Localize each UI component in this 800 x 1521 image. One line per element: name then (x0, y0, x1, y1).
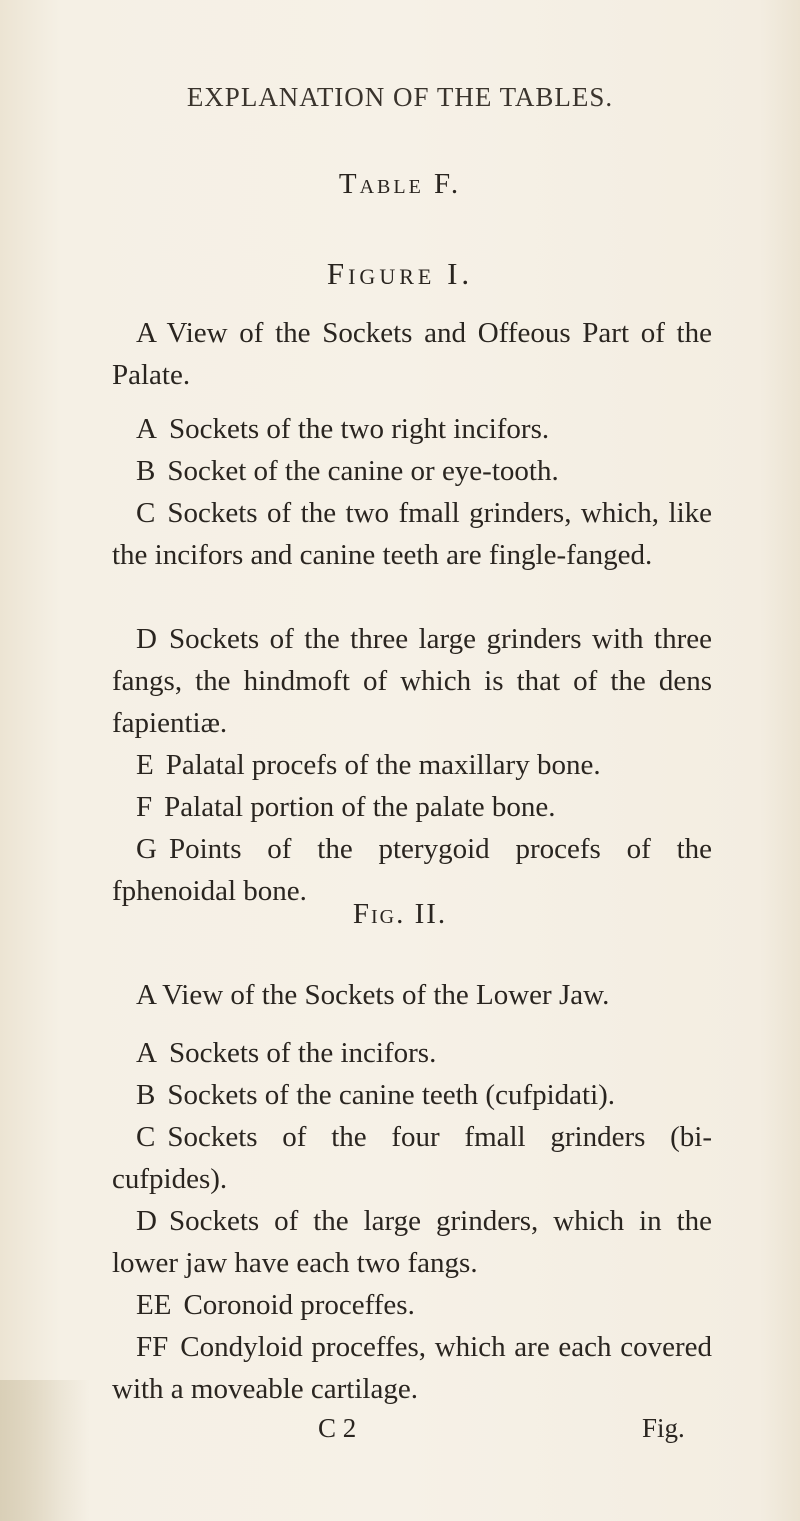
item-text: Sockets of the large grinders, which in the lower jaw have each two fangs. (112, 1205, 712, 1279)
figure-2-title: Fig. II. (352, 898, 448, 930)
item-text: Sockets of the two right incifors. (168, 413, 550, 445)
item-letter: A (136, 1037, 157, 1069)
figure-1-title: Figure I. (326, 256, 474, 291)
figure-1-item-e (112, 744, 712, 786)
figure-2-item-ee (112, 1284, 712, 1326)
item-letter: EE (136, 1289, 172, 1321)
figure-1-item-d (112, 618, 712, 744)
item-letter: B (136, 455, 156, 487)
figure-1-item-f (112, 786, 712, 828)
item-letter: E (136, 749, 154, 781)
figure-1-item-c (112, 492, 712, 576)
item-letter: G (136, 833, 157, 865)
item-letter: FF (136, 1331, 169, 1363)
figure-1-item-a (112, 408, 712, 450)
figure-2-item-ff (112, 1326, 712, 1410)
item-text: Socket of the canine or eye-tooth. (167, 455, 559, 487)
item-text: Points of the pterygoid procefs of the fphenoidal bone. (112, 833, 712, 907)
item-letter: F (136, 791, 153, 823)
figure-1-item-b (112, 450, 712, 492)
item-text: Sockets of the canine teeth (cufpidati). (167, 1079, 616, 1111)
item-letter: D (136, 623, 157, 655)
figure-1-caption: A View of the Sockets and Offeous Part of the Palate. (112, 317, 712, 391)
table-title: Table F. (338, 168, 462, 200)
item-text: Palatal portion of the palate bone. (164, 791, 556, 823)
item-text: Palatal procefs of the maxillary bone. (165, 749, 601, 781)
figure-2-caption: A View of the Sockets of the Lower Jaw. (136, 979, 610, 1011)
item-letter: C (136, 497, 156, 529)
item-letter: A (136, 413, 157, 445)
item-text: Sockets of the three large grinders with three fangs, the hindmoft of which is that of the dens fapientiæ. (112, 623, 712, 739)
item-text: Sockets of the incifors. (168, 1037, 437, 1069)
figure-2-item-a (112, 1032, 712, 1074)
signature-mark: C 2 (318, 1413, 357, 1443)
item-text: Condyloid proceffes, which are each covered with a moveable cartilage. (112, 1331, 712, 1405)
item-text: Sockets of the two fmall grinders, which, like the incifors and canine teeth are fingle-fanged. (112, 497, 712, 571)
running-header: EXPLANATION OF THE TABLES. (186, 82, 614, 112)
figure-2-item-b (112, 1074, 712, 1116)
figure-2-item-d (112, 1200, 712, 1284)
item-letter: D (136, 1205, 157, 1237)
catchword: Fig. (642, 1413, 685, 1443)
item-letter: C (136, 1121, 156, 1153)
page-stain (0, 1380, 90, 1521)
item-text: Coronoid proceffes. (183, 1289, 415, 1321)
figure-2-item-c (112, 1116, 712, 1200)
item-letter: B (136, 1079, 156, 1111)
item-text: Sockets of the four fmall grinders (bi-cufpides). (112, 1121, 712, 1195)
